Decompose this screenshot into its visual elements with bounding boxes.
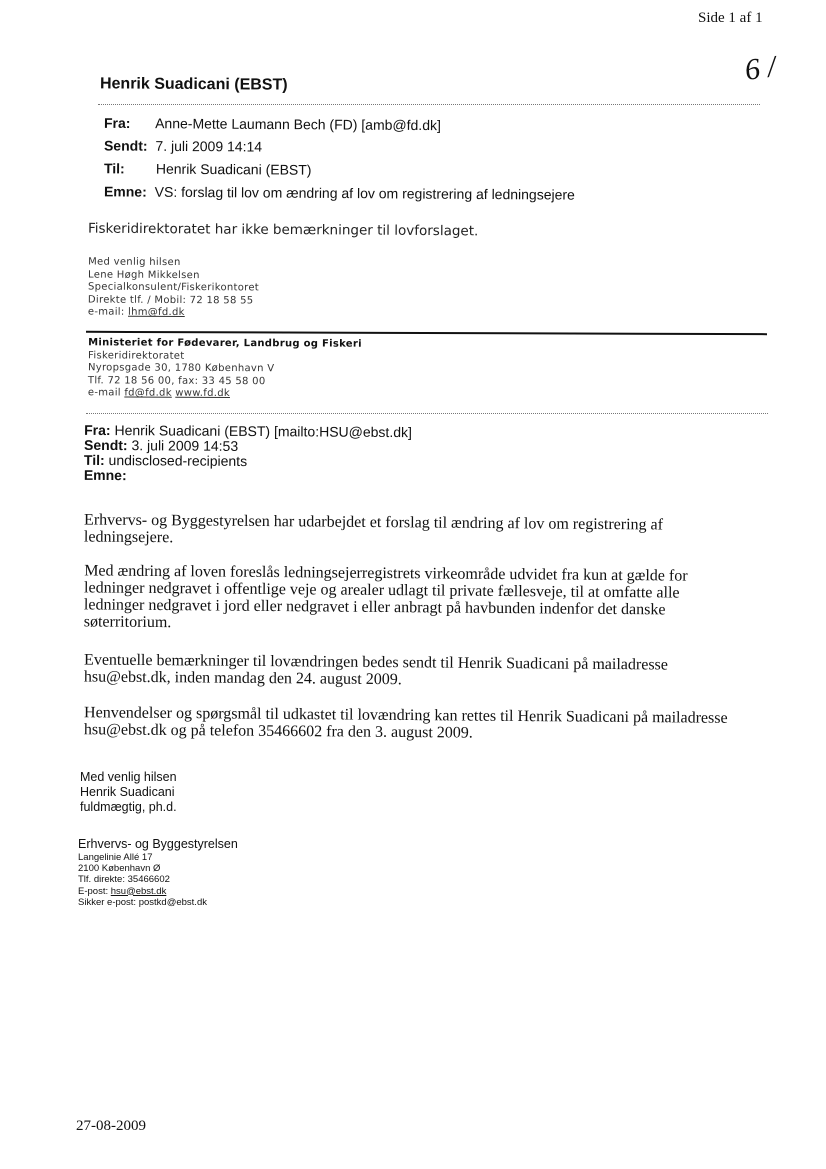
fd-signature-line: Direkte tlf. / Mobil: 72 18 58 55 — [87, 294, 254, 307]
ebst-signature-line: Med venlig hilsen — [80, 770, 177, 784]
recipient-heading: Henrik Suadicani (EBST) — [99, 75, 288, 94]
forward-comment: Fiskeridirektoratet har ikke bemærkninger til lovforslaget. — [87, 220, 479, 240]
body-paragraph-3: Eventuelle bemærkninger til lovændringen bedes sendt til Henrik Suadicani på mailadresse hsu@ebst.dk, inden mandag den 24. august 2009. — [83, 651, 668, 689]
handwritten-annotation: 6 / — [742, 50, 778, 87]
sent-label: Sendt: — [84, 436, 128, 454]
ministry-divider — [86, 331, 767, 335]
page-number: Side 1 af 1 — [698, 10, 763, 26]
sent-label: Sendt: — [103, 137, 148, 154]
subject-label: Emne: — [83, 466, 127, 484]
body-paragraph-4: Henvendelser og spørgsmål til udkastet til lovændring kan rettes til Henrik Suadicani på mailadresse hsu@ebst.dk og på telefon 35466602 fra den 3. august 2009. — [83, 704, 728, 742]
from-label: Fra: — [103, 114, 131, 132]
to-label: Til: — [83, 451, 105, 469]
fd-signature-line: Lene Høgh Mikkelsen — [88, 269, 200, 281]
ministry-name: Ministeriet for Fødevarer, Landbrug og Fiskeri — [88, 337, 362, 350]
ministry-line: Tlf. 72 18 56 00, fax: 33 45 58 00 — [87, 375, 266, 387]
ebst-org-name: Erhvervs- og Byggestyrelsen — [78, 837, 238, 851]
fd-signature-line: Specialkonsulent/Fiskerikontoret — [87, 281, 260, 294]
header-divider — [98, 104, 760, 105]
ebst-address-line: Langelinie Allé 17 — [78, 852, 153, 863]
fd-signature — [88, 257, 259, 321]
original-to-row — [84, 453, 412, 470]
sent-value: 3. juli 2009 14:53 — [131, 437, 239, 454]
from-value: Anne-Mette Laumann Bech (FD) [amb@fd.dk] — [155, 115, 441, 134]
ministry-block — [88, 337, 362, 401]
ebst-signature — [80, 770, 177, 815]
to-label: Til: — [103, 160, 125, 177]
forward-subject-row — [104, 183, 575, 202]
original-header — [84, 423, 412, 485]
ministry-web-link[interactable]: www.fd.dk — [175, 388, 231, 400]
from-value: Henrik Suadicani (EBST) [mailto:HSU@ebst.dk] — [114, 422, 412, 441]
ebst-address — [78, 852, 207, 908]
original-subject-row — [84, 468, 412, 485]
to-value: Henrik Suadicani (EBST) — [155, 160, 312, 178]
fd-email-link[interactable]: lhm@fd.dk — [127, 307, 185, 319]
ministry-email-link[interactable]: fd@fd.dk — [124, 387, 172, 400]
footer-date: 27-08-2009 — [76, 1118, 146, 1134]
body-paragraph-1: Erhvervs- og Byggestyrelsen har udarbejdet et forslag til ændring af lov om registrering af ledningsejere. — [83, 511, 664, 547]
body-paragraph-2: Med ændring af loven foreslås ledningsejerregistrets virkeområde udvidet fra kun at gælde for ledninger nedgravet i offentlige veje og arealer udlagt til private fællesveje, til at omfatte alle ledninger nedgravet i jord eller nedgravet i eller anbragt på havbunden indenfor det danske søterritorium. — [83, 562, 688, 632]
ebst-secure-email: Sikker e-post: postkd@ebst.dk — [78, 896, 207, 908]
ministry-contact-line: e-mail fd@fd.dk www.fd.dk — [87, 387, 231, 400]
ebst-address-line: Tlf. direkte: 35466602 — [78, 874, 170, 886]
from-label: Fra: — [84, 421, 111, 439]
subject-value: VS: forslag til lov om ændring af lov om registrering af ledningsejere — [154, 183, 575, 203]
ebst-signature-line: fuldmægtig, ph.d. — [80, 800, 177, 814]
ebst-address-line: 2100 København Ø — [78, 863, 161, 875]
forward-from-row — [104, 115, 441, 133]
subject-label: Emne: — [103, 183, 147, 200]
forward-to-row — [104, 160, 312, 177]
ebst-email-line: E-post: hsu@ebst.dk — [78, 885, 167, 897]
ebst-signature-line: Henrik Suadicani — [80, 785, 175, 799]
ebst-email-link[interactable]: hsu@ebst.dk — [110, 885, 167, 897]
fd-email-line: e-mail: lhm@fd.dk — [87, 306, 185, 319]
sent-value: 7. juli 2009 14:14 — [155, 137, 263, 155]
fd-signature-line: Med venlig hilsen — [88, 256, 181, 269]
ministry-line: Nyropsgade 30, 1780 København V — [87, 362, 275, 375]
to-value: undisclosed-recipients — [108, 452, 248, 469]
ministry-line: Fiskeridirektoratet — [88, 349, 185, 362]
forward-sent-row — [104, 137, 262, 154]
original-divider — [86, 413, 768, 414]
